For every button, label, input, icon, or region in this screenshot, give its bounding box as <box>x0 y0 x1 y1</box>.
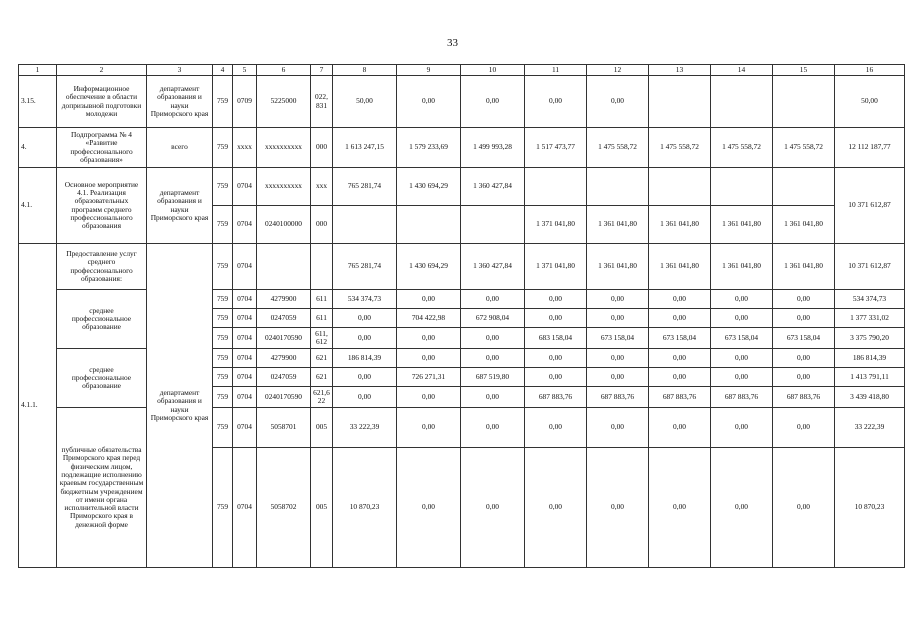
year-value-cell: 0,00 <box>461 290 525 309</box>
year-value-cell: 0,00 <box>649 349 711 368</box>
year-value-cell: 0,00 <box>711 309 773 328</box>
year-value-cell: 673 158,04 <box>587 328 649 349</box>
subitem-name: публичные обязательства Приморского края перед физическим лицом, подлежащие исполнению краевым государственным бюджетным учреждением от имени органа исполнительной власти Приморского края в денежной форме <box>57 408 147 568</box>
year-value-cell: 0,00 <box>587 309 649 328</box>
item-name: Информационное обеспечение в области допризывной подготовки молодежи <box>57 76 147 128</box>
year-value-cell: 0,00 <box>397 328 461 349</box>
empty-cell <box>773 168 835 206</box>
grbs-cell: 759 <box>213 309 233 328</box>
grbs-cell: 759 <box>213 448 233 568</box>
vr-cell: 611 <box>311 290 333 309</box>
vr-cell <box>311 244 333 290</box>
csr-cell: 5058702 <box>257 448 311 568</box>
year-value-cell: 0,00 <box>397 387 461 408</box>
vr-cell: 000 <box>311 128 333 168</box>
vr-cell: xxx <box>311 168 333 206</box>
csr-cell: 0240100000 <box>257 206 311 244</box>
total-cell: 186 814,39 <box>835 349 905 368</box>
year-value-cell <box>711 76 773 128</box>
responsible: всего <box>147 128 213 168</box>
column-header: 7 <box>311 65 333 76</box>
year-value-cell: 0,00 <box>333 309 397 328</box>
grbs-cell: 759 <box>213 387 233 408</box>
year-value-cell: 0,00 <box>525 76 587 128</box>
year-value-cell: 1 361 041,80 <box>649 244 711 290</box>
year-value-cell: 0,00 <box>525 349 587 368</box>
column-header: 6 <box>257 65 311 76</box>
subitem-name: среднее профессиональное образование <box>57 290 147 349</box>
item-name: Основное мероприятие 4.1. Реализация образовательных программ среднего профессионального образования <box>57 168 147 244</box>
year-value-cell: 672 908,04 <box>461 309 525 328</box>
year-value-cell: 687 883,76 <box>711 387 773 408</box>
rzpr-cell: xxxx <box>233 128 257 168</box>
year-value-cell: 765 281,74 <box>333 168 397 206</box>
rzpr-cell: 0704 <box>233 448 257 568</box>
item-number: 4.1. <box>19 168 57 244</box>
year-value-cell: 0,00 <box>525 290 587 309</box>
year-value-cell: 0,00 <box>649 368 711 387</box>
rzpr-cell: 0704 <box>233 168 257 206</box>
year-value-cell: 0,00 <box>525 368 587 387</box>
empty-cell <box>397 206 461 244</box>
column-header: 11 <box>525 65 587 76</box>
csr-cell: 5058701 <box>257 408 311 448</box>
year-value-cell: 1 371 041,80 <box>525 244 587 290</box>
total-cell: 534 374,73 <box>835 290 905 309</box>
vr-cell: 621 <box>311 349 333 368</box>
year-value-cell: 1 430 694,29 <box>397 168 461 206</box>
vr-cell: 611 <box>311 309 333 328</box>
responsible: департамент образования и науки Приморского края <box>147 168 213 244</box>
grbs-cell: 759 <box>213 244 233 290</box>
csr-cell: xxxxxxxxxx <box>257 168 311 206</box>
year-value-cell <box>649 76 711 128</box>
year-value-cell: 683 158,04 <box>525 328 587 349</box>
year-value-cell: 0,00 <box>587 448 649 568</box>
year-value-cell: 0,00 <box>333 328 397 349</box>
year-value-cell: 0,00 <box>649 309 711 328</box>
year-value-cell: 0,00 <box>461 76 525 128</box>
year-value-cell: 0,00 <box>397 290 461 309</box>
total-cell: 12 112 187,77 <box>835 128 905 168</box>
responsible: департамент образования и науки Приморского края <box>147 244 213 568</box>
rzpr-cell: 0704 <box>233 349 257 368</box>
year-value-cell: 0,00 <box>333 387 397 408</box>
total-cell: 1 413 791,11 <box>835 368 905 387</box>
grbs-cell: 759 <box>213 128 233 168</box>
year-value-cell: 0,00 <box>397 448 461 568</box>
year-value-cell: 1 475 558,72 <box>711 128 773 168</box>
grbs-cell: 759 <box>213 290 233 309</box>
year-value-cell: 0,00 <box>397 349 461 368</box>
csr-cell: xxxxxxxxxx <box>257 128 311 168</box>
year-value-cell: 0,00 <box>773 368 835 387</box>
empty-cell <box>525 168 587 206</box>
year-value-cell: 10 870,23 <box>333 448 397 568</box>
year-value-cell: 186 814,39 <box>333 349 397 368</box>
year-value-cell: 673 158,04 <box>773 328 835 349</box>
empty-cell <box>333 206 397 244</box>
column-header: 15 <box>773 65 835 76</box>
column-header: 4 <box>213 65 233 76</box>
total-cell: 33 222,39 <box>835 408 905 448</box>
vr-cell: 005 <box>311 448 333 568</box>
empty-cell <box>587 168 649 206</box>
year-value-cell: 726 271,31 <box>397 368 461 387</box>
year-value-cell: 0,00 <box>587 408 649 448</box>
rzpr-cell: 0704 <box>233 244 257 290</box>
year-value-cell: 0,00 <box>773 290 835 309</box>
year-value-cell: 1 361 041,80 <box>649 206 711 244</box>
year-value-cell: 687 883,76 <box>587 387 649 408</box>
year-value-cell: 0,00 <box>773 309 835 328</box>
year-value-cell: 0,00 <box>587 349 649 368</box>
year-value-cell <box>773 76 835 128</box>
year-value-cell: 1 361 041,80 <box>587 244 649 290</box>
year-value-cell: 0,00 <box>525 309 587 328</box>
rzpr-cell: 0704 <box>233 408 257 448</box>
year-value-cell: 1 361 041,80 <box>711 206 773 244</box>
year-value-cell: 0,00 <box>649 290 711 309</box>
year-value-cell: 33 222,39 <box>333 408 397 448</box>
year-value-cell: 1 579 233,69 <box>397 128 461 168</box>
year-value-cell: 1 360 427,84 <box>461 244 525 290</box>
year-value-cell: 0,00 <box>587 76 649 128</box>
total-cell: 50,00 <box>835 76 905 128</box>
year-value-cell: 0,00 <box>461 448 525 568</box>
year-value-cell: 0,00 <box>461 328 525 349</box>
year-value-cell: 1 361 041,80 <box>711 244 773 290</box>
year-value-cell: 0,00 <box>711 349 773 368</box>
year-value-cell: 673 158,04 <box>711 328 773 349</box>
year-value-cell: 687 883,76 <box>649 387 711 408</box>
empty-cell <box>649 168 711 206</box>
column-header: 14 <box>711 65 773 76</box>
empty-cell <box>461 206 525 244</box>
year-value-cell: 0,00 <box>461 349 525 368</box>
column-header: 16 <box>835 65 905 76</box>
year-value-cell: 0,00 <box>397 408 461 448</box>
header-row <box>19 65 905 76</box>
vr-cell: 621 <box>311 368 333 387</box>
total-cell: 10 371 612,87 <box>835 168 905 244</box>
budget-table <box>18 64 905 568</box>
year-value-cell: 0,00 <box>773 349 835 368</box>
vr-cell: 611, 612 <box>311 328 333 349</box>
year-value-cell: 0,00 <box>333 368 397 387</box>
year-value-cell: 673 158,04 <box>649 328 711 349</box>
year-value-cell: 0,00 <box>525 408 587 448</box>
column-header: 8 <box>333 65 397 76</box>
year-value-cell: 534 374,73 <box>333 290 397 309</box>
year-value-cell: 50,00 <box>333 76 397 128</box>
item-name: Подпрограмма № 4 «Развитие профессионального образования» <box>57 128 147 168</box>
grbs-cell: 759 <box>213 368 233 387</box>
grbs-cell: 759 <box>213 206 233 244</box>
year-value-cell: 0,00 <box>773 448 835 568</box>
page-number: 33 <box>447 37 458 49</box>
total-cell: 3 375 790,20 <box>835 328 905 349</box>
year-value-cell: 687 883,76 <box>773 387 835 408</box>
rzpr-cell: 0704 <box>233 290 257 309</box>
total-cell: 1 377 331,02 <box>835 309 905 328</box>
column-header: 9 <box>397 65 461 76</box>
total-cell: 3 439 418,80 <box>835 387 905 408</box>
row-4 <box>19 128 905 168</box>
responsible: департамент образования и науки Приморского края <box>147 76 213 128</box>
grbs-cell: 759 <box>213 349 233 368</box>
row-3-15 <box>19 76 905 128</box>
year-value-cell: 0,00 <box>587 290 649 309</box>
rzpr-cell: 0704 <box>233 387 257 408</box>
grbs-cell: 759 <box>213 408 233 448</box>
year-value-cell: 0,00 <box>649 408 711 448</box>
csr-cell: 0247059 <box>257 309 311 328</box>
year-value-cell: 704 422,98 <box>397 309 461 328</box>
grbs-cell: 759 <box>213 76 233 128</box>
grbs-cell: 759 <box>213 328 233 349</box>
rzpr-cell: 0709 <box>233 76 257 128</box>
csr-cell <box>257 244 311 290</box>
empty-cell <box>711 168 773 206</box>
year-value-cell: 0,00 <box>525 448 587 568</box>
subitem-name: среднее профессиональное образование <box>57 349 147 408</box>
year-value-cell: 687 519,80 <box>461 368 525 387</box>
year-value-cell: 1 371 041,80 <box>525 206 587 244</box>
year-value-cell: 687 883,76 <box>525 387 587 408</box>
year-value-cell: 0,00 <box>587 368 649 387</box>
csr-cell: 0240170590 <box>257 387 311 408</box>
csr-cell: 0247059 <box>257 368 311 387</box>
column-header: 13 <box>649 65 711 76</box>
column-header: 3 <box>147 65 213 76</box>
year-value-cell: 1 430 694,29 <box>397 244 461 290</box>
year-value-cell: 0,00 <box>461 387 525 408</box>
year-value-cell: 1 361 041,80 <box>773 244 835 290</box>
total-cell: 10 870,23 <box>835 448 905 568</box>
grbs-cell: 759 <box>213 168 233 206</box>
year-value-cell: 0,00 <box>397 76 461 128</box>
vr-cell: 022, 831 <box>311 76 333 128</box>
year-value-cell: 1 361 041,80 <box>773 206 835 244</box>
year-value-cell: 1 361 041,80 <box>587 206 649 244</box>
year-value-cell: 1 475 558,72 <box>649 128 711 168</box>
rzpr-cell: 0704 <box>233 309 257 328</box>
item-number: 4.1.1. <box>19 244 57 568</box>
item-number: 4. <box>19 128 57 168</box>
row-4-1-1 <box>19 244 905 290</box>
column-header: 1 <box>19 65 57 76</box>
year-value-cell: 1 499 993,28 <box>461 128 525 168</box>
rzpr-cell: 0704 <box>233 368 257 387</box>
csr-cell: 5225000 <box>257 76 311 128</box>
vr-cell: 000 <box>311 206 333 244</box>
year-value-cell: 1 475 558,72 <box>587 128 649 168</box>
year-value-cell: 0,00 <box>711 290 773 309</box>
csr-cell: 4279900 <box>257 290 311 309</box>
year-value-cell: 0,00 <box>711 448 773 568</box>
vr-cell: 005 <box>311 408 333 448</box>
year-value-cell: 1 360 427,84 <box>461 168 525 206</box>
year-value-cell: 0,00 <box>711 408 773 448</box>
year-value-cell: 1 475 558,72 <box>773 128 835 168</box>
total-cell: 10 371 612,87 <box>835 244 905 290</box>
rzpr-cell: 0704 <box>233 328 257 349</box>
year-value-cell: 765 281,74 <box>333 244 397 290</box>
row-4-1-a <box>19 168 905 206</box>
vr-cell: 621,6 22 <box>311 387 333 408</box>
item-number: 3.15. <box>19 76 57 128</box>
year-value-cell: 0,00 <box>649 448 711 568</box>
year-value-cell: 1 517 473,77 <box>525 128 587 168</box>
column-header: 10 <box>461 65 525 76</box>
year-value-cell: 0,00 <box>773 408 835 448</box>
csr-cell: 4279900 <box>257 349 311 368</box>
year-value-cell: 0,00 <box>461 408 525 448</box>
column-header: 12 <box>587 65 649 76</box>
csr-cell: 0240170590 <box>257 328 311 349</box>
year-value-cell: 0,00 <box>711 368 773 387</box>
column-header: 2 <box>57 65 147 76</box>
column-header: 5 <box>233 65 257 76</box>
rzpr-cell: 0704 <box>233 206 257 244</box>
year-value-cell: 1 613 247,15 <box>333 128 397 168</box>
item-name: Предоставление услуг среднего профессионального образования: <box>57 244 147 290</box>
